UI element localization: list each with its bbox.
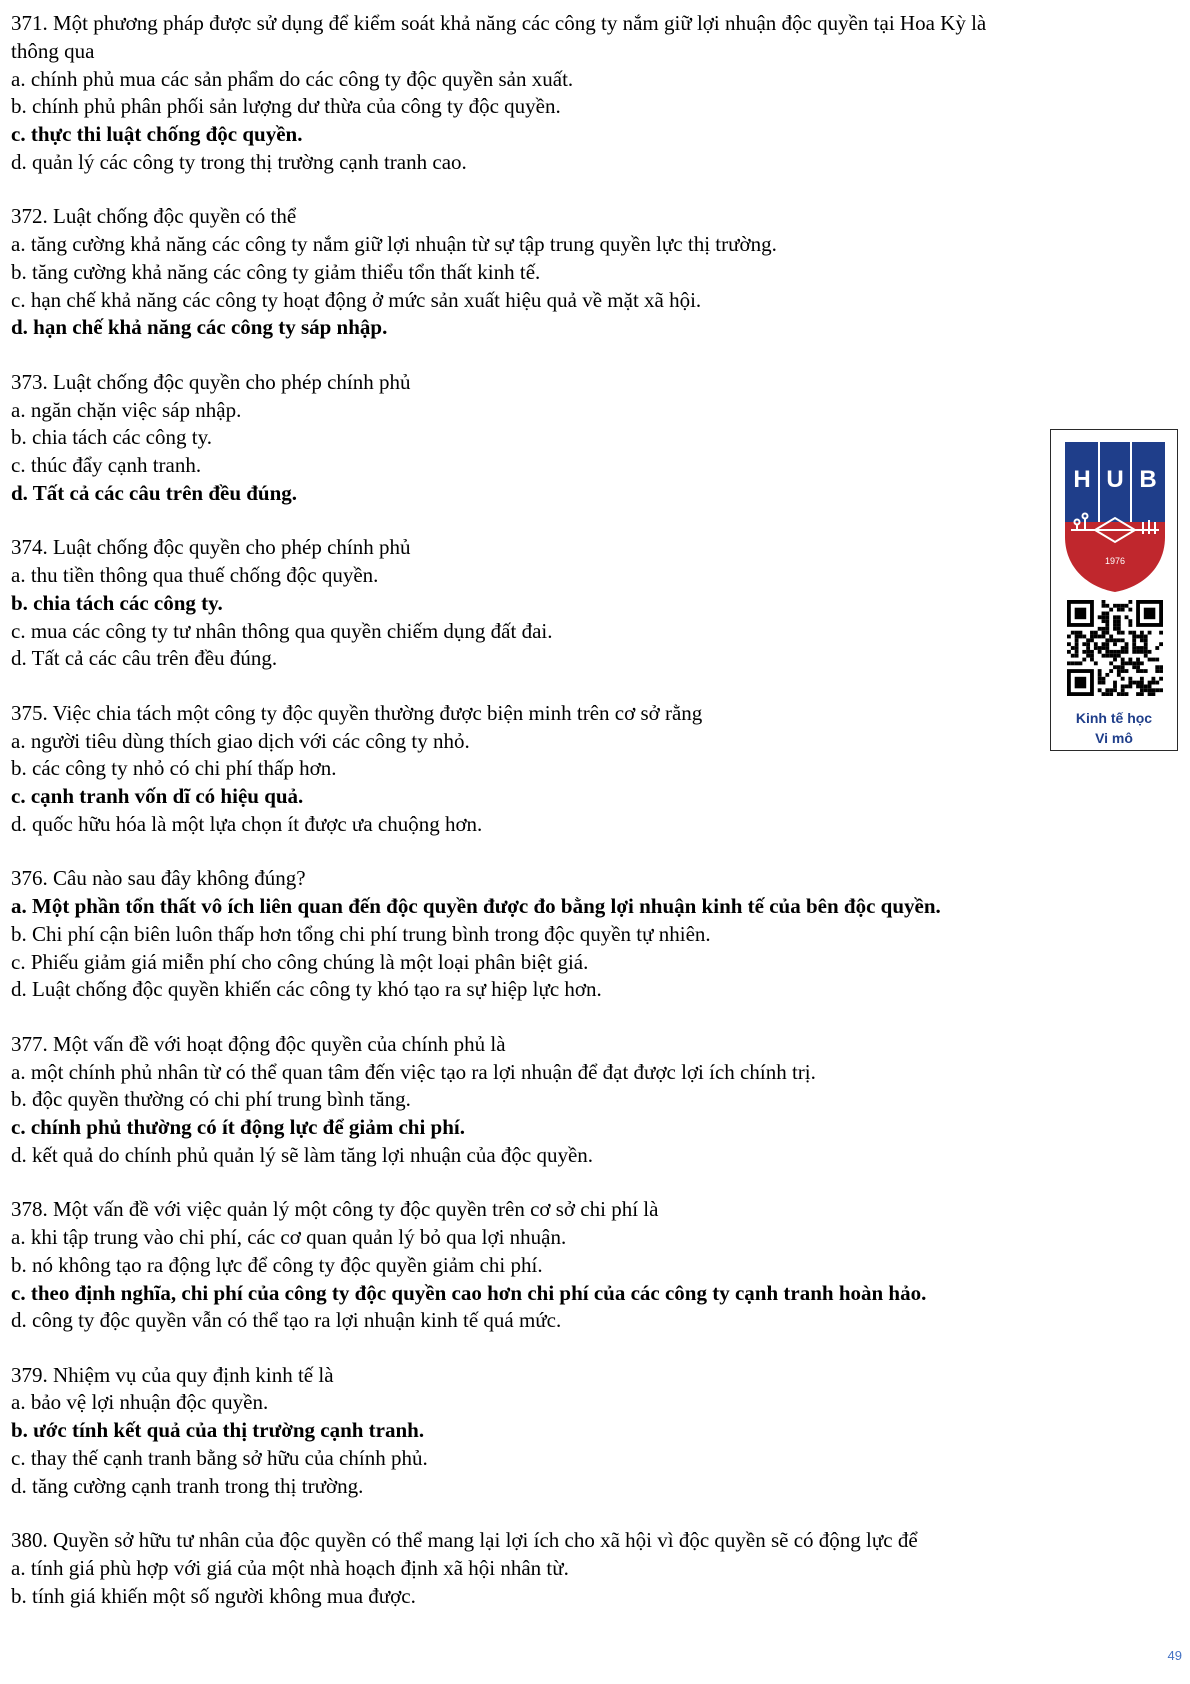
answer-option: d. tăng cường cạnh tranh trong thị trường. bbox=[11, 1473, 364, 1498]
answer-option: c. thay thế cạnh tranh bằng sở hữu của chính phủ. bbox=[11, 1446, 428, 1471]
answer-option: a. tính giá phù hợp với giá của một nhà hoạch định xã hội nhân từ. bbox=[11, 1555, 569, 1580]
answer-option: a. một chính phủ nhân từ có thể quan tâm đến việc tạo ra lợi nhuận để đạt được lợi ích chính trị. bbox=[11, 1059, 816, 1084]
question-stem: 379. Nhiệm vụ của quy định kinh tế là bbox=[11, 1362, 334, 1387]
answer-option-correct: c. cạnh tranh vốn dĩ có hiệu quả. bbox=[11, 784, 304, 809]
question-stem: 372. Luật chống độc quyền có thể bbox=[11, 204, 297, 229]
answer-option-correct: a. Một phần tổn thất vô ích liên quan đến độc quyền được đo bằng lợi nhuận kinh tế của bên độc quyền. bbox=[11, 894, 941, 919]
qr-code-icon bbox=[1067, 600, 1163, 696]
answer-option: b. độc quyền thường có chi phí trung bình tăng. bbox=[11, 1087, 411, 1112]
answer-option: b. tăng cường khả năng các công ty giảm thiểu tổn thất kinh tế. bbox=[11, 259, 541, 284]
question-list bbox=[11, 10, 1111, 1637]
question-stem: 380. Quyền sở hữu tư nhân của độc quyền có thể mang lại lợi ích cho xã hội vì độc quyền sẽ có động lực để bbox=[11, 1528, 918, 1553]
answer-option-correct: c. thực thi luật chống độc quyền. bbox=[11, 122, 303, 147]
question-block bbox=[11, 1196, 1111, 1335]
course-caption-line1: Kinh tế học bbox=[1075, 710, 1153, 726]
answer-option: a. thu tiền thông qua thuế chống độc quyền. bbox=[11, 563, 379, 588]
answer-option: b. chính phủ phân phối sản lượng dư thừa của công ty độc quyền. bbox=[11, 94, 561, 119]
question-block bbox=[11, 1031, 1111, 1170]
answer-option: d. quản lý các công ty trong thị trường cạnh tranh cao. bbox=[11, 149, 467, 174]
hub-logo bbox=[1065, 442, 1165, 592]
logo-letter-h: H bbox=[1073, 466, 1091, 493]
answer-option: a. chính phủ mua các sản phẩm do các công ty độc quyền sản xuất. bbox=[11, 66, 574, 91]
question-stem: 371. Một phương pháp được sử dụng để kiểm soát khả năng các công ty nắm giữ lợi nhuận độc quyền tại Hoa Kỳ là bbox=[11, 11, 987, 35]
answer-option: c. mua các công ty tư nhân thông qua quyền chiếm dụng đất đai. bbox=[11, 618, 553, 643]
logo-year: 1976 bbox=[1104, 556, 1126, 566]
course-badge bbox=[1050, 429, 1178, 751]
question-block bbox=[11, 534, 1111, 673]
question-stem: thông qua bbox=[11, 38, 95, 63]
answer-option: a. khi tập trung vào chi phí, các cơ quan quản lý bỏ qua lợi nhuận. bbox=[11, 1224, 567, 1249]
question-block bbox=[11, 865, 1111, 1004]
answer-option-correct: b. chia tách các công ty. bbox=[11, 590, 223, 615]
answer-option: a. tăng cường khả năng các công ty nắm giữ lợi nhuận từ sự tập trung quyền lực thị trường. bbox=[11, 232, 777, 257]
course-caption-line2: Vi mô bbox=[1095, 730, 1133, 746]
question-stem: 378. Một vấn đề với việc quản lý một công ty độc quyền trên cơ sở chi phí là bbox=[11, 1197, 659, 1222]
answer-option-correct: c. theo định nghĩa, chi phí của công ty độc quyền cao hơn chi phí của các công ty cạnh tranh hoàn hảo. bbox=[11, 1280, 927, 1305]
answer-option: d. công ty độc quyền vẫn có thể tạo ra lợi nhuận kinh tế quá mức. bbox=[11, 1308, 562, 1333]
answer-option-correct: d. Tất cả các câu trên đều đúng. bbox=[11, 480, 298, 505]
answer-option: b. nó không tạo ra động lực để công ty độc quyền giảm chi phí. bbox=[11, 1252, 543, 1277]
answer-option: d. Tất cả các câu trên đều đúng. bbox=[11, 646, 278, 671]
logo-letter-b: B bbox=[1139, 466, 1157, 493]
question-block bbox=[11, 369, 1111, 508]
answer-option: d. quốc hữu hóa là một lựa chọn ít được ưa chuộng hơn. bbox=[11, 811, 483, 836]
answer-option: c. thúc đẩy cạnh tranh. bbox=[11, 453, 202, 478]
question-stem: 377. Một vấn đề với hoạt động độc quyền của chính phủ là bbox=[11, 1031, 506, 1056]
answer-option-correct: c. chính phủ thường có ít động lực để giảm chi phí. bbox=[11, 1115, 466, 1140]
course-caption bbox=[1051, 708, 1177, 748]
answer-option: b. các công ty nhỏ có chi phí thấp hơn. bbox=[11, 756, 337, 781]
question-block bbox=[11, 1362, 1111, 1501]
answer-option: b. chia tách các công ty. bbox=[11, 425, 212, 450]
question-block bbox=[11, 10, 1111, 177]
logo-letter-u: U bbox=[1106, 466, 1124, 493]
answer-option: a. ngăn chặn việc sáp nhập. bbox=[11, 397, 242, 422]
answer-option: d. kết quả do chính phủ quản lý sẽ làm tăng lợi nhuận của độc quyền. bbox=[11, 1142, 594, 1167]
answer-option: a. bảo vệ lợi nhuận độc quyền. bbox=[11, 1390, 269, 1415]
answer-option-correct: b. ước tính kết quả của thị trường cạnh tranh. bbox=[11, 1418, 425, 1443]
answer-option: a. người tiêu dùng thích giao dịch với các công ty nhỏ. bbox=[11, 728, 470, 753]
answer-option: d. Luật chống độc quyền khiến các công ty khó tạo ra sự hiệp lực hơn. bbox=[11, 977, 602, 1002]
answer-option: b. Chi phí cận biên luôn thấp hơn tổng chi phí trung bình trong độc quyền tự nhiên. bbox=[11, 921, 711, 946]
question-block bbox=[11, 1527, 1111, 1610]
question-block bbox=[11, 203, 1111, 342]
question-stem: 376. Câu nào sau đây không đúng? bbox=[11, 866, 306, 891]
answer-option-correct: d. hạn chế khả năng các công ty sáp nhập. bbox=[11, 315, 388, 340]
page-number: 49 bbox=[1167, 1648, 1182, 1663]
answer-option: c. hạn chế khả năng các công ty hoạt động ở mức sản xuất hiệu quả về mặt xã hội. bbox=[11, 287, 702, 312]
question-block bbox=[11, 700, 1111, 839]
answer-option: c. Phiếu giảm giá miễn phí cho công chúng là một loại phân biệt giá. bbox=[11, 949, 589, 974]
answer-option: b. tính giá khiến một số người không mua được. bbox=[11, 1583, 416, 1608]
question-stem: 374. Luật chống độc quyền cho phép chính phủ bbox=[11, 535, 411, 560]
question-stem: 373. Luật chống độc quyền cho phép chính phủ bbox=[11, 369, 411, 394]
question-stem: 375. Việc chia tách một công ty độc quyền thường được biện minh trên cơ sở rằng bbox=[11, 700, 703, 725]
